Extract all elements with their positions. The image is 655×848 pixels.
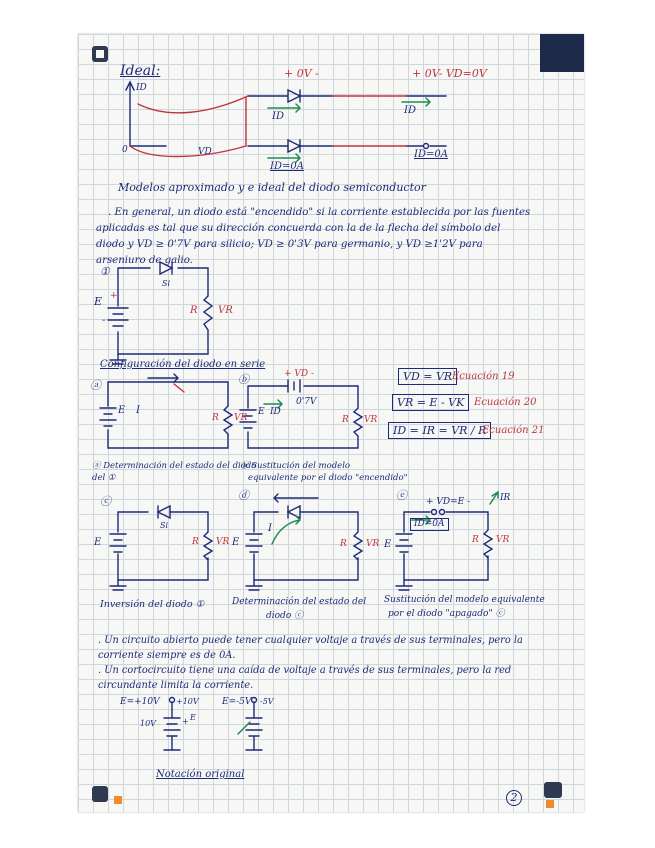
caption-notation: Notación original xyxy=(156,769,245,780)
fig-e-R: R xyxy=(472,535,479,545)
equation-20: VR = E - VK xyxy=(392,394,469,411)
para2-line1: . Un circuito abierto puede tener cualquier voltaje a través de sus terminales, pero la xyxy=(98,635,523,646)
notation-left xyxy=(164,702,180,750)
para2-line2: corriente siempre es de 0A. xyxy=(98,650,236,661)
fig-b-VR: VR xyxy=(364,415,378,425)
fig-c-R: R xyxy=(192,537,199,547)
caption-e-line1: Sustitución del modelo equivalente xyxy=(384,595,545,605)
caption-a-line1: ⓐ Determinación del estado del diodo xyxy=(92,461,257,471)
para1-line2: aplicadas es tal que su dirección concuerda con la de la flecha del símbolo del xyxy=(96,223,501,234)
corner-marker-top-right xyxy=(540,34,584,72)
caption-d-line2: diodo ⓒ xyxy=(266,611,304,621)
ideal-id-zero-left: ID=0A xyxy=(270,161,304,172)
fig-c-E: E xyxy=(94,537,102,548)
ideal-id-2: ID xyxy=(404,105,416,116)
caption-b-line2: equivalente por el diodo "encendido" xyxy=(248,473,408,483)
fig-c-ground xyxy=(110,580,126,590)
fig-c-label: ⓒ xyxy=(100,495,111,508)
ideal-diode-off xyxy=(248,140,333,152)
ideal-vd-axis: VD xyxy=(198,147,212,157)
ideal-id-axis: ID xyxy=(136,83,147,93)
fig-d-battery xyxy=(246,534,262,552)
notation-v1: +10V xyxy=(176,697,199,706)
fig-e-resistor xyxy=(484,530,492,558)
notation-E: E xyxy=(190,713,196,722)
fig-e-ID: ID=0A xyxy=(410,518,449,531)
fig-a-E: E xyxy=(118,405,126,416)
fig-a-red-bracket xyxy=(174,384,184,392)
fig1-si: Si xyxy=(162,279,171,288)
fig-a-resistor xyxy=(224,406,232,434)
fig-d-R: R xyxy=(340,539,347,549)
fig-b-label: ⓑ xyxy=(238,373,249,386)
equation-21: ID = IR = VR / R xyxy=(388,422,491,439)
fig-d-label: ⓓ xyxy=(238,489,249,502)
fig1-battery xyxy=(108,308,128,326)
notation-plus: + xyxy=(182,717,189,726)
fig1-plus: + xyxy=(110,291,118,301)
para2-line4: circundante limita la corriente. xyxy=(98,680,254,691)
fig-e-E: E xyxy=(384,539,392,550)
fig1-number: ① xyxy=(100,265,110,278)
fig-d-top-arrow xyxy=(274,494,318,502)
ideal-red-curve-top xyxy=(138,96,248,113)
fig-e-green-arrow xyxy=(490,492,498,504)
caption-a-line2: del ① xyxy=(92,473,116,483)
fig1-VR: VR xyxy=(218,305,233,316)
fig-e-label: ⓔ xyxy=(396,489,407,502)
corner-marker-top-left-inner xyxy=(96,50,104,58)
fig-a-label: ⓐ xyxy=(90,379,101,392)
fig1-R: R xyxy=(190,305,198,316)
notation-v1b: 10V xyxy=(140,719,156,728)
notation-v2: -5V xyxy=(260,697,274,706)
caption-models: Modelos aproximado y e ideal del diodo semiconductor xyxy=(118,181,426,194)
fig-d-diode xyxy=(288,506,300,518)
equation-21-label: Ecuación 21 xyxy=(482,425,545,436)
para1-line4: arseniuro de galio. xyxy=(96,255,193,266)
fig-b-ID: ID xyxy=(270,407,281,417)
equation-19-label: Ecuación 19 xyxy=(452,371,515,382)
ideal-top-left-voltage: + 0V - xyxy=(284,67,319,80)
accent-square-right xyxy=(546,800,554,808)
ideal-top-right-voltage: + 0V- VD=0V xyxy=(412,67,487,80)
fig-a-wires xyxy=(108,382,228,448)
ideal-red-curve-bot xyxy=(130,146,246,157)
notation-right xyxy=(246,702,262,750)
fig-d-I: I xyxy=(268,523,272,534)
fig-a-battery xyxy=(100,408,116,426)
caption-series: Configuración del diodo en serie xyxy=(100,359,266,370)
fig-b-vd: + VD - xyxy=(284,369,315,379)
fig-c-resistor xyxy=(204,532,212,560)
fig-a-R: R xyxy=(212,413,219,423)
corner-marker-bottom-right xyxy=(544,782,562,798)
para2-line3: . Un cortocircuito tiene una caída de voltaje a través de sus terminales, pero la red xyxy=(98,665,512,676)
fig-c-battery xyxy=(110,534,126,552)
notation-e1: E=+10V xyxy=(120,697,160,707)
fig-c-si: Si xyxy=(160,521,169,530)
notation-green xyxy=(238,722,250,734)
fig-c-VR: VR xyxy=(216,537,230,547)
fig-e-VR: VR xyxy=(496,535,510,545)
accent-square-left xyxy=(114,796,122,804)
ideal-heading: Ideal: xyxy=(120,63,161,79)
notation-e2: E=-5V xyxy=(222,697,252,707)
fig-c-diode xyxy=(158,506,170,518)
fig-e-IR: IR xyxy=(500,493,511,503)
fig-d-VR: VR xyxy=(366,539,380,549)
fig-b-R: R xyxy=(342,415,349,425)
fig-b-resistor xyxy=(354,408,362,436)
corner-marker-bottom-left xyxy=(92,786,108,802)
circuit-drawings xyxy=(78,34,584,812)
fig-e-battery xyxy=(396,534,412,552)
ideal-id-1: ID xyxy=(272,111,284,122)
caption-b-line1: ⓑ Sustitución del modelo xyxy=(240,461,351,471)
equation-19: VD = VR xyxy=(398,368,457,385)
fig-e-ground xyxy=(396,580,412,590)
fig-d-ground xyxy=(246,580,262,590)
ideal-origin: 0 xyxy=(122,145,128,155)
fig-b-E: E xyxy=(258,407,265,417)
ideal-id-zero-right: ID=0A xyxy=(414,149,448,160)
fig1-minus: - xyxy=(102,315,106,326)
fig-a-arrow xyxy=(148,374,178,382)
page-number: 2 xyxy=(506,790,522,806)
fig1-resistor xyxy=(204,296,212,330)
fig-d-E: E xyxy=(232,537,240,548)
fig-d-green-arrow xyxy=(272,516,300,544)
fig-b-source xyxy=(288,380,300,392)
caption-d-line1: Determinación del estado del xyxy=(232,597,367,607)
fig-b-volt: 0'7V xyxy=(296,397,317,407)
notebook-sheet xyxy=(78,34,584,812)
fig-a-VR: VR xyxy=(234,413,248,423)
equation-20-label: Ecuación 20 xyxy=(474,397,537,408)
para1-line3: diodo y VD ≥ 0'7V para silicio; VD ≥ 0'3V para germanio, y VD ≥1'2V para xyxy=(96,239,483,250)
ideal-diode-on xyxy=(248,90,333,102)
fig1-E: E xyxy=(94,295,103,308)
para1-line1: . En general, un diodo está "encendido" si la corriente establecida por las fuentes xyxy=(108,207,531,218)
caption-c: Inversión del diodo ① xyxy=(100,599,205,610)
fig-a-I: I xyxy=(136,405,140,416)
fig-d-resistor xyxy=(354,532,362,560)
caption-e-line2: por el diodo "apagado" ⓒ xyxy=(388,609,505,619)
fig-e-vd: + VD=E - xyxy=(426,497,471,507)
